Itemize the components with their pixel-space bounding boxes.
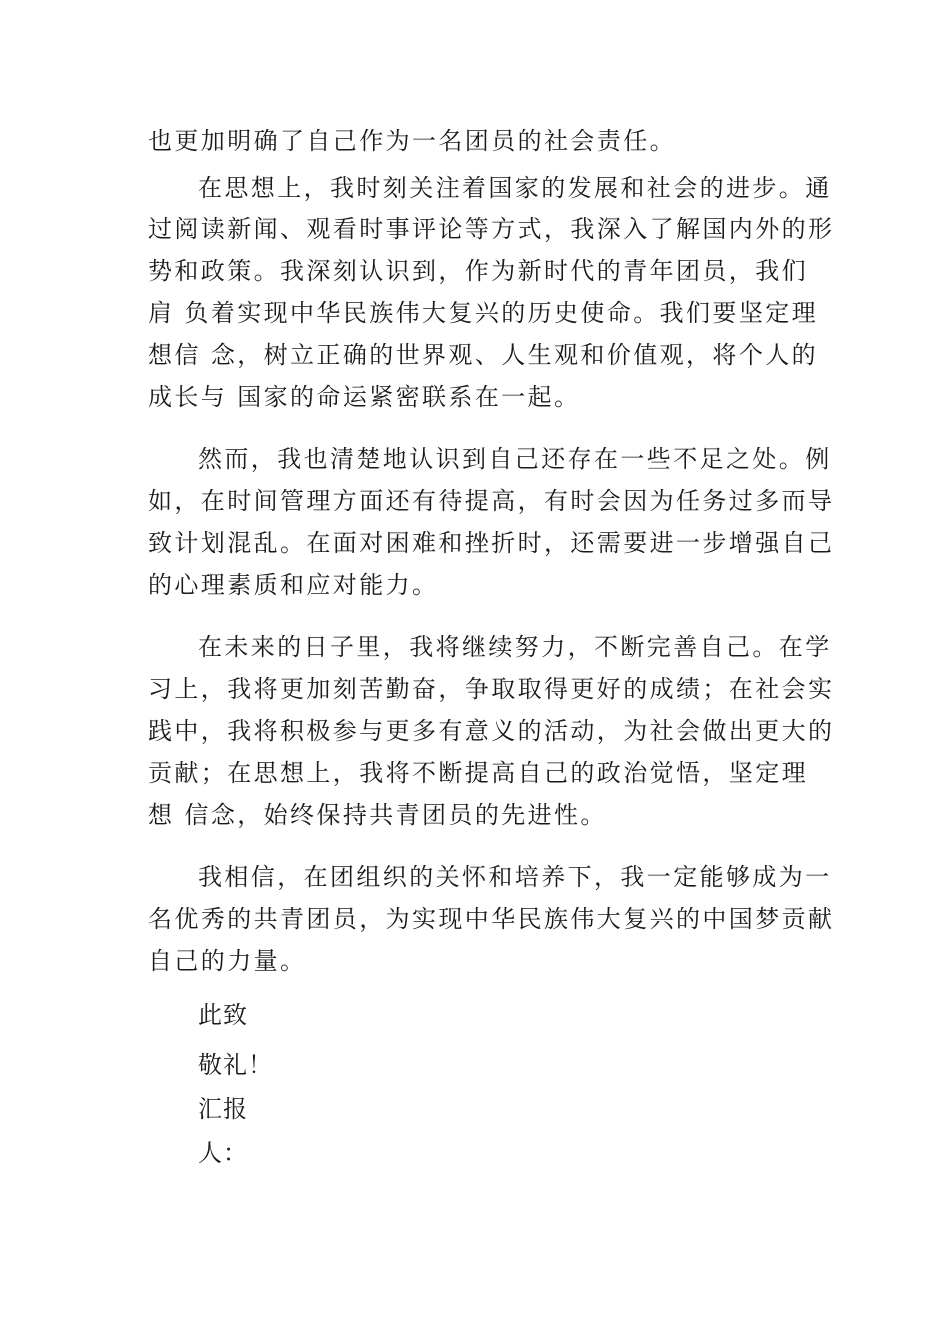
paragraph-line: 致计划混乱。在面对困难和挫折时，还需要进一步增强自己 bbox=[148, 529, 835, 557]
paragraph-line: 势和政策。我深刻认识到，作为新时代的青年团员，我们 bbox=[148, 257, 808, 285]
paragraph-line: 成长与 国家的命运紧密联系在一起。 bbox=[148, 383, 581, 411]
paragraph-line: 我相信，在团组织的关怀和培养下，我一定能够成为一 bbox=[198, 863, 832, 891]
paragraph-line: 如，在时间管理方面还有待提高，有时会因为任务过多而导 bbox=[148, 487, 835, 515]
paragraph-line: 名优秀的共青团员，为实现中华民族伟大复兴的中国梦贡献 bbox=[148, 905, 835, 933]
paragraph-line: 践中，我将积极参与更多有意义的活动，为社会做出更大的 bbox=[148, 717, 835, 745]
paragraph-line: 肩 负着实现中华民族伟大复兴的历史使命。我们要坚定理 bbox=[148, 299, 819, 327]
paragraph-line: 想 信念，始终保持共青团员的先进性。 bbox=[148, 801, 607, 829]
paragraph-line: 然而，我也清楚地认识到自己还存在一些不足之处。例 bbox=[198, 445, 832, 473]
closing-greeting: 此致 bbox=[198, 1001, 248, 1029]
paragraph-line: 也更加明确了自己作为一名团员的社会责任。 bbox=[148, 127, 676, 155]
paragraph-line: 贡献；在思想上，我将不断提高自己的政治觉悟，坚定理 bbox=[148, 759, 808, 787]
paragraph-line: 习上，我将更加刻苦勤奋，争取取得更好的成绩；在社会实 bbox=[148, 675, 835, 703]
paragraph-line: 在未来的日子里，我将继续努力，不断完善自己。在学 bbox=[198, 633, 832, 661]
paragraph-line: 过阅读新闻、观看时事评论等方式，我深入了解国内外的形 bbox=[148, 215, 835, 243]
reporter-label-continued: 人： bbox=[198, 1139, 248, 1167]
paragraph-line: 自己的力量。 bbox=[148, 947, 307, 975]
paragraph-line: 想信 念，树立正确的世界观、人生观和价值观，将个人的 bbox=[148, 341, 819, 369]
paragraph-line: 在思想上，我时刻关注着国家的发展和社会的进步。通 bbox=[198, 174, 832, 202]
closing-salute: 敬礼！ bbox=[198, 1051, 273, 1079]
paragraph-line: 的心理素质和应对能力。 bbox=[148, 571, 439, 599]
reporter-label: 汇报 bbox=[198, 1095, 248, 1123]
